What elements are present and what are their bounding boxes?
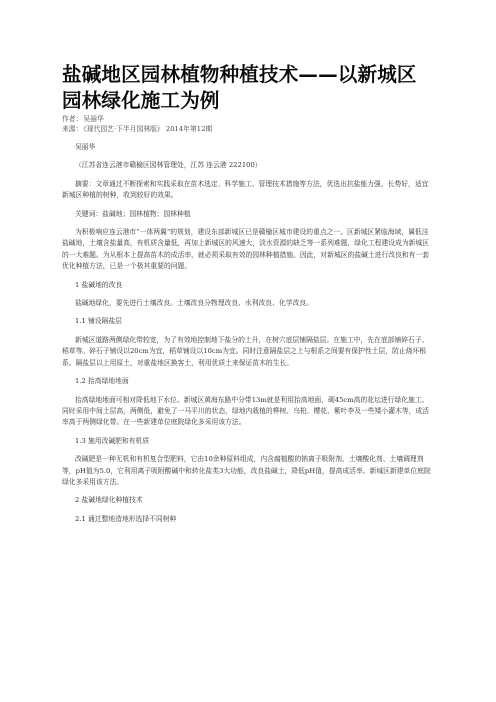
section-1-3-heading: 1.3 施用改碱肥和有机质 xyxy=(75,436,150,445)
author-value: 吴丽华 xyxy=(83,115,104,123)
title-line-1: 盐碱地区园林植物种植技术——以新城区 xyxy=(62,63,417,86)
article-body xyxy=(62,142,434,525)
section-1-1-heading: 1.1 铺设隔盐层 xyxy=(75,317,122,326)
source-label: 来源： xyxy=(62,125,83,133)
section-1-2-paragraph: 抬高绿地地面可相对降低地下水位。新城区黄海东路中分带13m就是利用抬高地面，砌45cm高的花坛进行绿化施工。同时采用中间土层高，两侧低，避免了一马平川的状态，绿地内栽植的桦树、乌桕、樱花、紫叶李及一些矮小灌木等，成活率高于两侧绿化带。在一些新建单位庭院绿化多采用该方法。 xyxy=(62,395,430,427)
section-1-paragraph: 盐碱地绿化，要先进行土壤改良。土壤改良分物理改良、水利改良、化学改良。 xyxy=(75,299,313,308)
abstract: 摘要：文章通过不断探索和实践采取在苗木选定、科学施工、管理技术措施等方法，优选出抗盐能力强，长势好，适宜新城区种植的树种，收到较好的效果。 xyxy=(62,179,429,200)
article-title xyxy=(62,62,434,114)
document-page xyxy=(62,62,434,525)
intro-paragraph: 为积极响应连云港市“一体两翼”的规划，建设东部新城区已是赣榆区城市建设的重点之一。区新城区紧临海域，属低洼盐碱地，土壤含盐量高，有机质含量低，再加上新城区的风速大，淡水资源的缺乏等一系列难题，绿化工程建设成为新城区的一大难题。为从根本上提高苗木的成活率，就必须采取有效的园林种植措施。因此，对新城区的盐碱土进行改良和有一套优化种植方法，已是一个极其重要的问题。 xyxy=(62,228,430,271)
section-1-1-paragraph: 新城区道路两侧绿化带较宽，为了有效地控制地下盐分的上升，在树穴底层铺隔盐层。在施工中，先在底部铺碎石子、稻草等。碎石子铺设以20cm为宜，稻草铺设以10cm为宜。同时注意隔盐层之上与根系之间要有保护性土层，防止烧坏根系。隔盐层以上用原土，对重盐地区换客土，利用优质土来保证苗木的生长。 xyxy=(62,335,429,367)
section-1-heading: 1 盐碱地的改良 xyxy=(75,280,123,289)
section-2-1-heading: 2.1 通过整地造地形选择不同树种 xyxy=(75,514,177,523)
source-value: 《现代园艺·下半月园林版》 2014年第12期 xyxy=(83,125,213,133)
source-line xyxy=(62,124,434,134)
author-line xyxy=(62,114,434,124)
section-1-2-heading: 1.2 抬高绿地地面 xyxy=(75,377,129,386)
affiliation: （江苏省连云港市赣榆区园林管理处，江苏 连云港 222100） xyxy=(75,161,262,170)
author-name: 吴丽华 xyxy=(75,143,96,151)
section-2-heading: 2 盐碱地绿化种植技术 xyxy=(75,496,143,505)
author-label: 作者： xyxy=(62,115,83,123)
title-line-2: 园林绿化施工为例 xyxy=(62,89,220,112)
section-1-3-paragraph: 改碱肥是一种无机和有机复合型肥料，它由10余种原料组成，内含腐植酸的钠离子吸附剂、土壤酸化剂、土壤调理剂等，pH值为5.0，它利用离子吸附酸碱中和转化盐类3大功能，改良盐碱土，降低pH值，提高成活率。新城区新建单位庭院绿化多采用该方法。 xyxy=(62,455,431,486)
keywords: 关键词：盐碱地；园林植物；园林种植 xyxy=(75,209,191,218)
